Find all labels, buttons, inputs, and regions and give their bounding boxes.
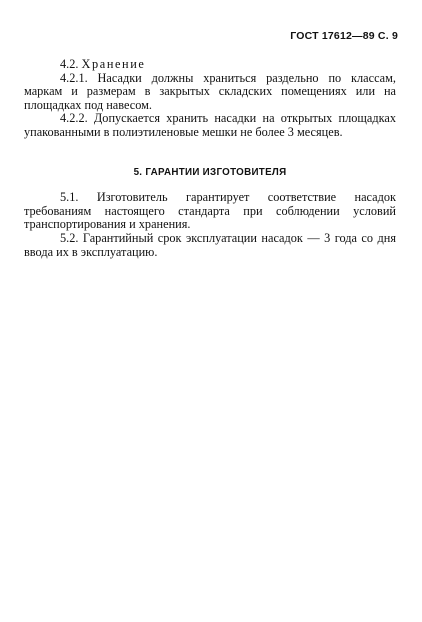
document-body [24,58,396,259]
section-title-5: 5. ГАРАНТИИ ИЗГОТОВИТЕЛЯ [133,166,287,178]
paragraph-4-2-1: 4.2.1. Насадки должны храниться раздельно по классам, маркам и размерам в закрытых складских помещениях или на площадках под навесом. [24,70,396,112]
subsection-title: Хранение [81,57,146,71]
subsection-heading-4-2 [24,58,396,72]
paragraph-5-1: 5.1. Изготовитель гарантирует соответствие насадок требованиям настоящего стандарта при соблюдении условий транспортирования и хранения. [24,190,396,232]
running-header: ГОСТ 17612—89 С. 9 [290,30,398,42]
paragraph-5-2: 5.2. Гарантийный срок эксплуатации насадок — 3 года со дня ввода их в эксплуатацию. [24,230,396,259]
subsection-number: 4.2. [60,57,79,71]
paragraph-4-2-2: 4.2.2. Допускается хранить насадки на открытых площадках упакованными в полиэтиленовые мешки не более 3 месяцев. [24,111,396,139]
